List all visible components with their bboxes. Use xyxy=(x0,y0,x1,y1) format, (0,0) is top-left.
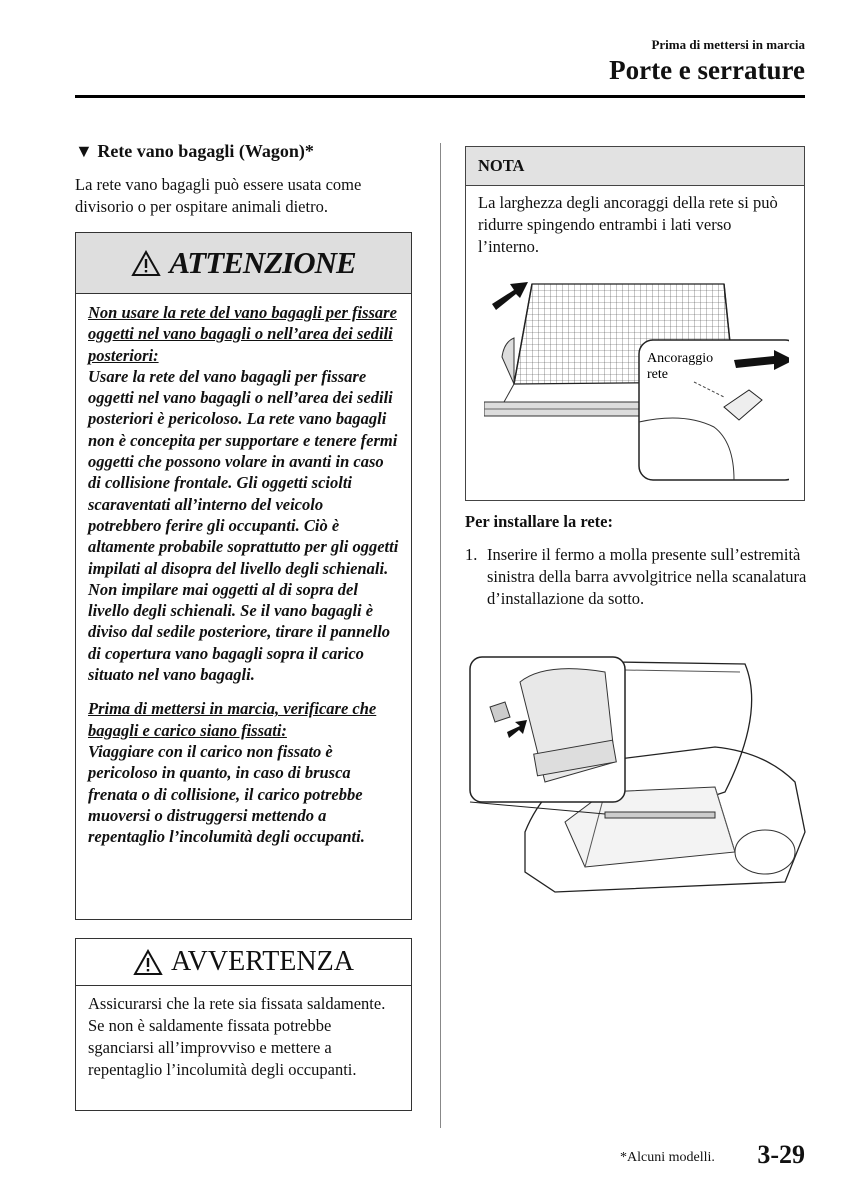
section-marker: ▼ xyxy=(75,141,93,161)
page-title: Porte e serrature xyxy=(609,55,805,85)
caution-body xyxy=(76,294,411,847)
caution-paragraph-1 xyxy=(88,302,399,685)
warning-body: Assicurarsi che la rete sia fissata saldamente. Se non è saldamente fissata potrebbe sganciarsi all’improvviso e mettere a repentaglio l’incolumità degli occupanti. xyxy=(88,994,386,1079)
footnote: *Alcuni modelli. xyxy=(620,1150,715,1165)
section-title xyxy=(75,141,314,162)
net-anchor-illustration xyxy=(484,272,789,487)
header-rule xyxy=(75,95,805,98)
running-header: Prima di mettersi in marcia xyxy=(651,37,805,52)
caution-paragraph-2 xyxy=(88,698,399,847)
caution-label: ATTENZIONE xyxy=(169,245,356,280)
anchor-callout-line1: Ancoraggio xyxy=(647,351,714,366)
caution-header xyxy=(76,233,411,294)
warning-header xyxy=(76,939,411,986)
install-heading: Per installare la rete: xyxy=(465,512,613,531)
section-intro: La rete vano bagagli può essere usata come divisorio o per ospitare animali dietro. xyxy=(75,175,362,216)
warning-box xyxy=(75,938,412,1111)
page-number: 3-29 xyxy=(757,1140,805,1169)
warning-triangle-icon xyxy=(131,250,161,277)
note-box xyxy=(465,146,805,501)
caution-p1-body: Usare la rete del vano bagagli per fissare oggetti nel vano bagagli o nell’area dei sedili posteriori è pericoloso. La rete vano bagagli non è concepita per supportare e tenere fermi oggetti che possono volare in avanti in caso di collisione frontale. Gli oggetti sciolti scaraventati all’interno del veicolo potrebbero ferire gli occupanti. Ciò è altamente probabile soprattutto per gli oggetti impilati al disopra del livello degli schienali. Non impilare mai oggetti al di sopra del livello degli schienali. Se il vano bagagli è diviso dal sedile posteriore, tirare il pannello di copertura vano bagagli sopra il carico situato nel vano bagagli. xyxy=(88,366,399,685)
warning-triangle-icon xyxy=(133,949,163,976)
warning-label: AVVERTENZA xyxy=(171,946,354,977)
step-text: Inserire il fermo a molla presente sull’estremità sinistra della barra avvolgitrice nella scanalatura d’installazione da sotto. xyxy=(487,545,807,608)
note-label: NOTA xyxy=(466,147,804,186)
caution-p2-body: Viaggiare con il carico non fissato è pericoloso in quanto, in caso di brusca frenata o di collisione, il carico potrebbe muoversi o distruggersi mettendo a repentaglio l’incolumità degli occupanti. xyxy=(88,741,365,847)
car-cargo-illustration xyxy=(465,652,810,912)
section-title-text: Rete vano bagagli (Wagon)* xyxy=(97,141,314,161)
install-step xyxy=(465,544,810,610)
column-divider xyxy=(440,143,441,1128)
step-number: 1. xyxy=(465,545,478,564)
caution-p1-heading: Non usare la rete del vano bagagli per fissare oggetti nel vano bagagli o nell’area dei sedili posteriori: xyxy=(88,303,397,365)
caution-box xyxy=(75,232,412,920)
caution-p2-heading: Prima di mettersi in marcia, verificare che bagagli e carico siano fissati: xyxy=(88,699,377,740)
note-text: La larghezza degli ancoraggi della rete si può ridurre spingendo entrambi i lati verso l’interno. xyxy=(478,193,778,256)
anchor-callout-line2: rete xyxy=(647,367,668,382)
